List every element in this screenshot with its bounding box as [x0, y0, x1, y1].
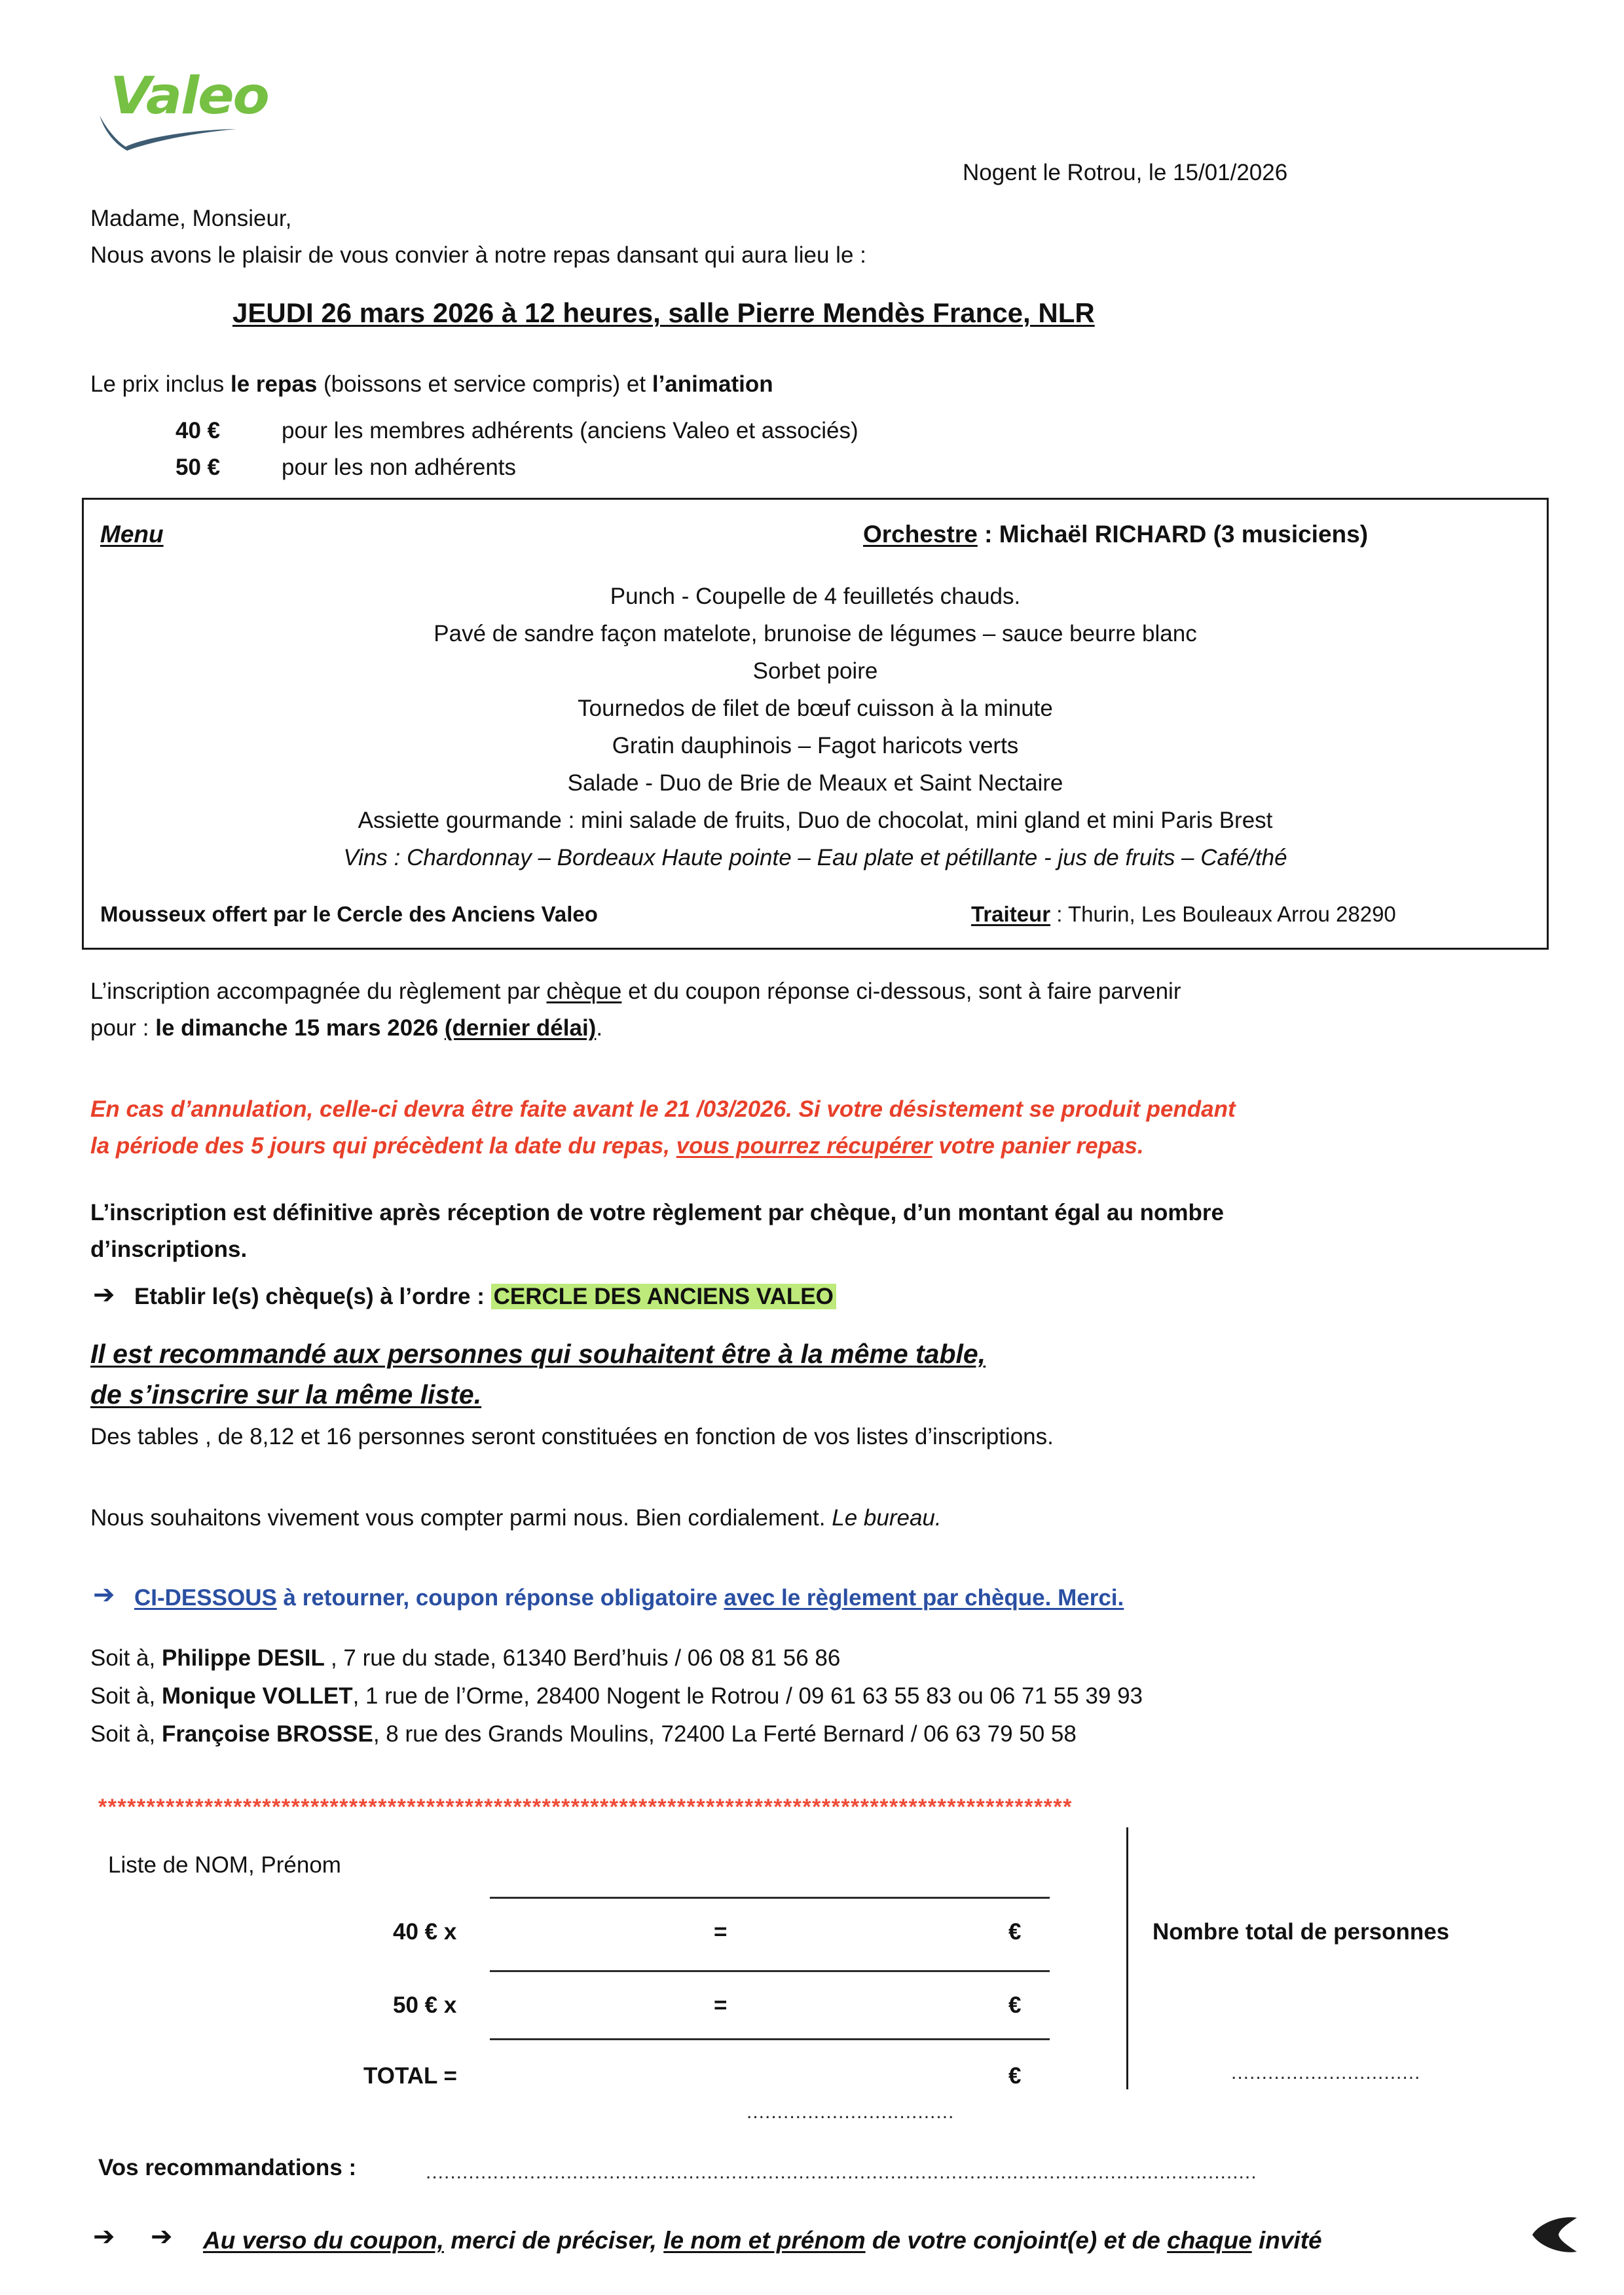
coupon-divider: [1126, 1827, 1128, 2089]
cancellation-2a: la période des 5 jours qui précèdent la date du repas,: [90, 1133, 676, 1159]
return-notice-tail: avec le règlement par chèque. Merci.: [724, 1585, 1124, 1611]
coupon-price-50: 50 € x: [393, 1992, 457, 2018]
contact-row: [90, 1644, 840, 1673]
salutation: Madame, Monsieur,: [90, 206, 292, 231]
menu-item: Sorbet poire: [752, 658, 878, 684]
menu-item: Tournedos de filet de bœuf cuisson à la minute: [578, 696, 1053, 721]
registration-2a: pour :: [90, 1015, 156, 1041]
menu-wines: Vins : Chardonnay – Bordeaux Haute pointe – Eau plate et pétillante - jus de fruits – Café/thé: [343, 845, 1287, 870]
arrow-right-icon: ➔: [93, 1280, 115, 1310]
orchestra-value: : Michaël RICHARD (3 musiciens): [977, 521, 1369, 548]
payment-line-2: d’inscriptions.: [90, 1237, 248, 1262]
contact-row: [90, 1682, 1143, 1711]
registration-2d: .: [596, 1015, 603, 1041]
contact-name: Philippe DESIL: [161, 1645, 331, 1671]
coupon-currency: €: [1008, 1919, 1022, 1945]
menu-item: Salade - Duo de Brie de Meaux et Saint Nectaire: [567, 770, 1063, 796]
closing-signature: Le bureau.: [832, 1505, 942, 1531]
arrow-right-icon: ➔: [93, 1580, 115, 1610]
contact-prefix: Soit à,: [90, 1683, 162, 1709]
footer-note-a: Au verso du coupon,: [203, 2227, 444, 2254]
coupon-recommendations-dots[interactable]: ........................................................................................................................................: [426, 2161, 1257, 2183]
orchestra-label: Orchestre: [863, 521, 978, 548]
orchestra-line: [863, 519, 1368, 550]
closing-line: [90, 1504, 942, 1533]
coupon-price-40: 40 € x: [393, 1919, 457, 1945]
registration-deadline-note: (dernier délai): [444, 1015, 597, 1041]
return-notice: [134, 1584, 1124, 1613]
price-includes-c: (boissons et service compris) et: [317, 371, 652, 397]
arrow-right-icon: ➔: [151, 2222, 173, 2252]
coupon-write-line[interactable]: [490, 1897, 1050, 1899]
coupon-list-label: Liste de NOM, Prénom: [108, 1852, 341, 1878]
valeo-logo-text: Valeo: [110, 67, 268, 126]
table-detail: Des tables , de 8,12 et 16 personnes seront constituées en fonction de vos listes d’inscriptions.: [90, 1424, 1054, 1449]
coupon-write-line[interactable]: [490, 1970, 1050, 1972]
coupon-currency: €: [1008, 1992, 1022, 2018]
contact-name: Françoise BROSSE: [161, 1721, 373, 1747]
coupon-people-dots[interactable]: ...............................: [1231, 2062, 1421, 2083]
menu-item: Punch - Coupelle de 4 feuilletés chauds.: [610, 584, 1021, 609]
contact-details: , 8 rue des Grands Moulins, 72400 La Ferté Bernard / 06 63 79 50 58: [373, 1721, 1077, 1747]
price-includes-meal: le repas: [230, 371, 318, 397]
coupon-recommendations-label: Vos recommandations :: [98, 2155, 357, 2180]
price-includes-a: Le prix inclus: [90, 371, 231, 397]
cancellation-line-1: En cas d’annulation, celle-ci devra être faite avant le 21 /03/2026. Si votre désistement se produit pendant: [90, 1096, 1236, 1122]
coupon-equals: =: [714, 1992, 728, 2018]
price-includes-animation: l’animation: [652, 371, 773, 397]
intro-paragraph: Nous avons le plaisir de vous convier à notre repas dansant qui aura lieu le :: [90, 242, 866, 268]
price-desc-nonmember: pour les non adhérents: [282, 455, 517, 480]
valeo-logo: [110, 67, 306, 156]
cancellation-line-2: [90, 1132, 1144, 1161]
coupon-equals: =: [714, 1919, 728, 1945]
contact-prefix: Soit à,: [90, 1645, 162, 1671]
coupon-people-label: Nombre total de personnes: [1153, 1919, 1450, 1945]
cheque-order-line: [134, 1282, 836, 1311]
caterer-label: Traiteur: [971, 902, 1051, 926]
cheque-order-payee: CERCLE DES ANCIENS VALEO: [491, 1284, 836, 1309]
registration-line-1: [90, 977, 1181, 1006]
menu-item: Pavé de sandre façon matelote, brunoise de légumes – sauce beurre blanc: [434, 621, 1197, 646]
coupon-total-currency: €: [1008, 2063, 1022, 2089]
menu-heading: Menu: [100, 521, 164, 548]
price-amount-nonmember: 50 €: [175, 455, 221, 480]
registration-deadline: le dimanche 15 mars 2026: [155, 1015, 445, 1041]
footer-note-c: le nom et prénom: [663, 2227, 866, 2254]
registration-line-2: [90, 1014, 602, 1043]
caterer-value: : Thurin, Les Bouleaux Arrou 28290: [1050, 902, 1396, 926]
footer-note-e: chaque: [1167, 2227, 1252, 2254]
coupon-write-line[interactable]: [490, 2038, 1050, 2040]
arrow-right-icon: ➔: [93, 2222, 115, 2252]
closing-text: Nous souhaitons vivement vous compter parmi nous. Bien cordialement.: [90, 1505, 832, 1531]
menu-footer-right: [971, 901, 1396, 927]
footer-note: [203, 2226, 1322, 2256]
price-amount-member: 40 €: [175, 418, 221, 443]
footer-note-b: merci de préciser,: [443, 2227, 664, 2254]
menu-box: [82, 498, 1549, 950]
return-notice-middle: à retourner, coupon réponse obligatoire: [276, 1585, 724, 1611]
date-line: Nogent le Rotrou, le 15/01/2026: [963, 160, 1288, 185]
event-title: JEUDI 26 mars 2026 à 12 heures, salle Pierre Mendès France, NLR: [232, 297, 1095, 328]
contact-details: , 1 rue de l’Orme, 28400 Nogent le Rotrou / 09 61 63 55 83 ou 06 71 55 39 93: [352, 1683, 1143, 1709]
payment-line-1: L’inscription est définitive après réception de votre règlement par chèque, d’un montant égal au nombre: [90, 1200, 1224, 1225]
cancellation-recover: vous pourrez récupérer: [676, 1133, 932, 1159]
registration-1a: L’inscription accompagnée du règlement par: [90, 979, 547, 1004]
valeo-swoosh-icon: [96, 111, 272, 152]
menu-item: Gratin dauphinois – Fagot haricots verts: [612, 733, 1019, 758]
registration-cheque: chèque: [546, 979, 622, 1004]
cancellation-2c: votre panier repas.: [932, 1133, 1144, 1159]
contact-row: [90, 1720, 1077, 1749]
contact-name: Monique VOLLET: [161, 1683, 353, 1709]
return-notice-strong: CI-DESSOUS: [134, 1585, 277, 1611]
price-includes-line: [90, 370, 773, 399]
footer-note-d: de votre conjoint(e) et de: [865, 2227, 1168, 2254]
footer-note-f: invité: [1251, 2227, 1322, 2254]
table-reco-line-1: Il est recommandé aux personnes qui souhaitent être à la même table,: [90, 1339, 986, 1369]
cheque-order-prefix: Etablir le(s) chèque(s) à l’ordre :: [134, 1284, 491, 1309]
menu-footer-left: Mousseux offert par le Cercle des Anciens Valeo: [100, 902, 598, 926]
coupon-total-label: TOTAL =: [363, 2063, 457, 2089]
price-desc-member: pour les membres adhérents (anciens Valeo et associés): [282, 418, 858, 443]
coupon-total-dots[interactable]: ..................................: [747, 2101, 955, 2123]
arrow-left-curved-icon: [1526, 2212, 1578, 2258]
menu-item: Assiette gourmande : mini salade de fruits, Duo de chocolat, mini gland et mini Paris Brest: [358, 808, 1273, 833]
coupon-separator: *****************************************************************************************************: [98, 1795, 1073, 1819]
registration-1c: et du coupon réponse ci-dessous, sont à faire parvenir: [621, 979, 1181, 1004]
table-reco-line-2: de s’inscrire sur la même liste.: [90, 1379, 482, 1409]
contact-prefix: Soit à,: [90, 1721, 162, 1747]
contact-details: , 7 rue du stade, 61340 Berd’huis / 06 08 81 56 86: [330, 1645, 841, 1671]
